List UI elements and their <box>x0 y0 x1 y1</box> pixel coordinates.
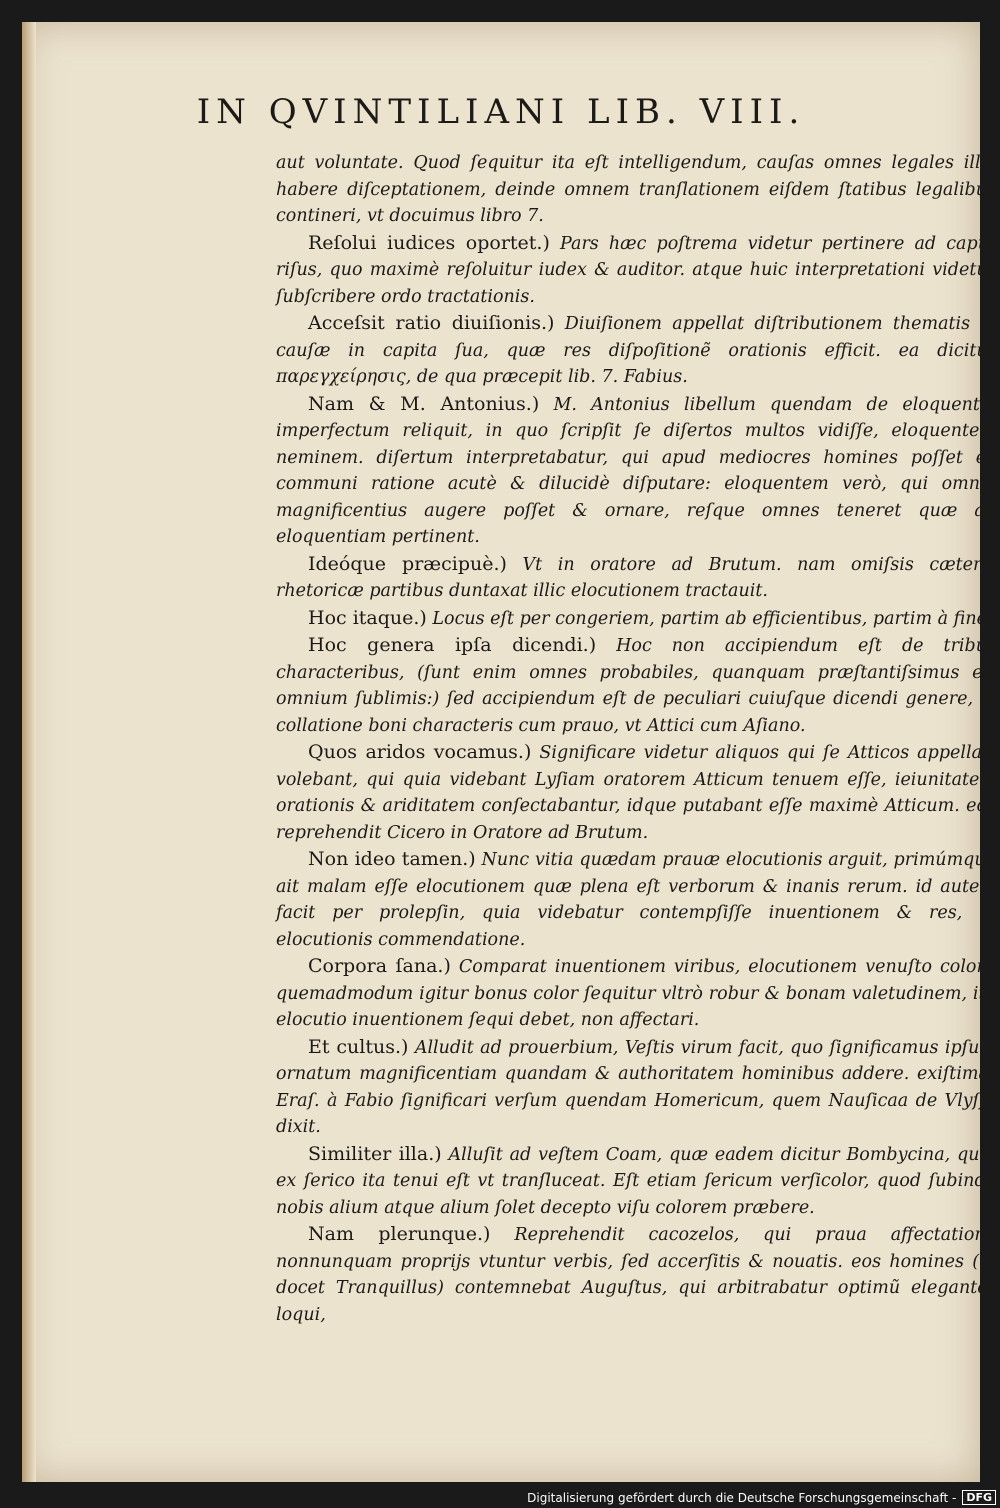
commentary-paragraph <box>276 1221 996 1328</box>
commentary-paragraph <box>276 1034 996 1141</box>
commentary-paragraph <box>276 1141 996 1222</box>
lemma: Quos aridos vocamus.) <box>308 741 532 763</box>
commentary-paragraph <box>276 551 996 605</box>
lemma: Corpora ſana.) <box>308 955 451 977</box>
gloss: Alluſit ad veſtem Coam, quæ eadem dicitur Bombycina, quæ ex ſerico ita tenui eſt vt tranſluceat. Eſt etiam ſericum verſicolor, quod ſubinde nobis alium atque alium ſolet decepto viſu colorem præbere. <box>276 1144 996 1218</box>
book-page <box>22 22 996 1482</box>
commentary-paragraph <box>276 310 996 391</box>
lemma: Et cultus.) <box>308 1035 409 1058</box>
gloss: Nunc vitia quædam prauæ elocutionis arguit, primúmque ait malam eſſe elocutionem quæ plena eſt verborum & inanis rerum. id autem facit per prolepſin, quia videbatur contempſiſſe inuentionem & res, in elocutionis commendatione. <box>276 850 996 950</box>
gloss: Alludit ad prouerbium, Veſtis virum facit, quo ſignificamus ipſum ornatum magnificentiam quandam & authoritatem hominibus addere. exiſtimat Eraſ. à Fabio ſignificari verſum quendam Homericum, quem Nauſicaa de Vlyſſe dixit. <box>276 1037 996 1137</box>
gloss: M. Antonius libellum quendam de eloquentia imperfectum reliquit, in quo ſcripſit ſe diſertos multos vidiſſe, eloquentem neminem. diſertum interpretabatur, qui apud mediocres homines poſſet ex communi ratione acutè & dilucidè diſputare: eloquentem verò, qui omnia magnificentius augere poſſet & ornare, reſque omnes teneret quæ ad eloquentiam pertinent. <box>276 394 996 547</box>
commentary-paragraph <box>276 391 996 551</box>
gloss: aut voluntate. Quod ſequitur ita eſt intelligendum, cauſas omnes legales illic habere diſceptationem, deinde omnem tranſlationem eiſdem ſtatibus legalibus contineri, vt docuimus libro 7. <box>276 153 996 226</box>
gloss: Reprehendit cacozelos, qui praua affectatione nonnunquam proprijs vtuntur verbis, ſed accerſitis & nouatis. eos homines (vt docet Tranquillus) contemnebat Auguſtus, qui arbitrabatur optimũ eleganter loqui, <box>276 1225 996 1325</box>
commentary-paragraph <box>276 605 996 633</box>
lemma: Acceſsit ratio diuiſionis.) <box>308 312 555 334</box>
lemma: Non ideo tamen.) <box>308 848 476 870</box>
digitization-credit <box>527 1490 996 1505</box>
gloss: Comparat inuentionem viribus, elocutionem venuſto colori. quemadmodum igitur bonus color ſequitur vltrò robur & bonam valetudinem, ita elocutio inuentionem ſequi debet, non affectari. <box>276 957 996 1030</box>
gloss: Diuiſionem appellat diſtributionem thematis & cauſæ in capita ſua, quæ res diſpoſitionẽ orationis efficit. ea dicitur παρεγχείρησις, de qua præcepit lib. 7. Fabius. <box>276 314 996 387</box>
commentary-paragraph <box>276 739 996 846</box>
gloss: Significare videtur aliquos qui ſe Atticos appellari volebant, qui quia videbant Lyſiam oratorem Atticum tenuem eſſe, ieiunitatem orationis & ariditatem conſectabantur, idque putabant eſſe maximè Atticum. eos reprehendit Cicero in Oratore ad Brutum. <box>276 743 996 843</box>
lemma: Hoc itaque.) <box>308 606 427 629</box>
credit-text: Digitalisierung gefördert durch die Deutsche Forschungsgemeinschaft - <box>527 1490 957 1505</box>
commentary-paragraph <box>276 150 996 230</box>
commentary-paragraph <box>276 953 996 1034</box>
commentary-paragraph <box>276 632 996 739</box>
page-gutter <box>22 22 36 1482</box>
lemma: Similiter illa.) <box>308 1142 442 1165</box>
gloss: Hoc non accipiendum eſt de tribus characteribus, (ſunt enim omnes probabiles, quanquam præſtantiſsimus eſt omnium ſublimis:) ſed accipiendum eſt de peculiari cuiuſque dicendi genere, & collatione boni characteris cum prauo, vt Attici cum Aſiano. <box>276 636 996 736</box>
lemma: Nam & M. Antonius.) <box>308 392 540 415</box>
lemma: Hoc genera ipſa dicendi.) <box>308 634 597 656</box>
body-text <box>276 150 996 1328</box>
gloss: Pars hæc poſtrema videtur pertinere ad caput riſus, quo maximè reſoluitur iudex & auditor. atque huic interpretationi videtur ſubſcribere ordo tractationis. <box>276 233 996 307</box>
running-header: IN QVINTILIANI LIB. VIII. <box>196 92 806 132</box>
dfg-logo: DFG <box>962 1490 996 1505</box>
gloss: Locus eſt per congeriem, partim ab efficientibus, partim à fine. <box>432 608 993 629</box>
commentary-paragraph <box>276 846 996 953</box>
commentary-paragraph <box>276 230 996 311</box>
lemma: Nam plerunque.) <box>308 1223 491 1245</box>
lemma: Reſolui iudices oportet.) <box>308 231 550 254</box>
lemma: Ideóque præcipuè.) <box>308 552 507 575</box>
gloss: Vt in oratore ad Brutum. nam omiſsis cæteris rhetoricæ partibus duntaxat illic elocutionem tractauit. <box>276 554 996 601</box>
